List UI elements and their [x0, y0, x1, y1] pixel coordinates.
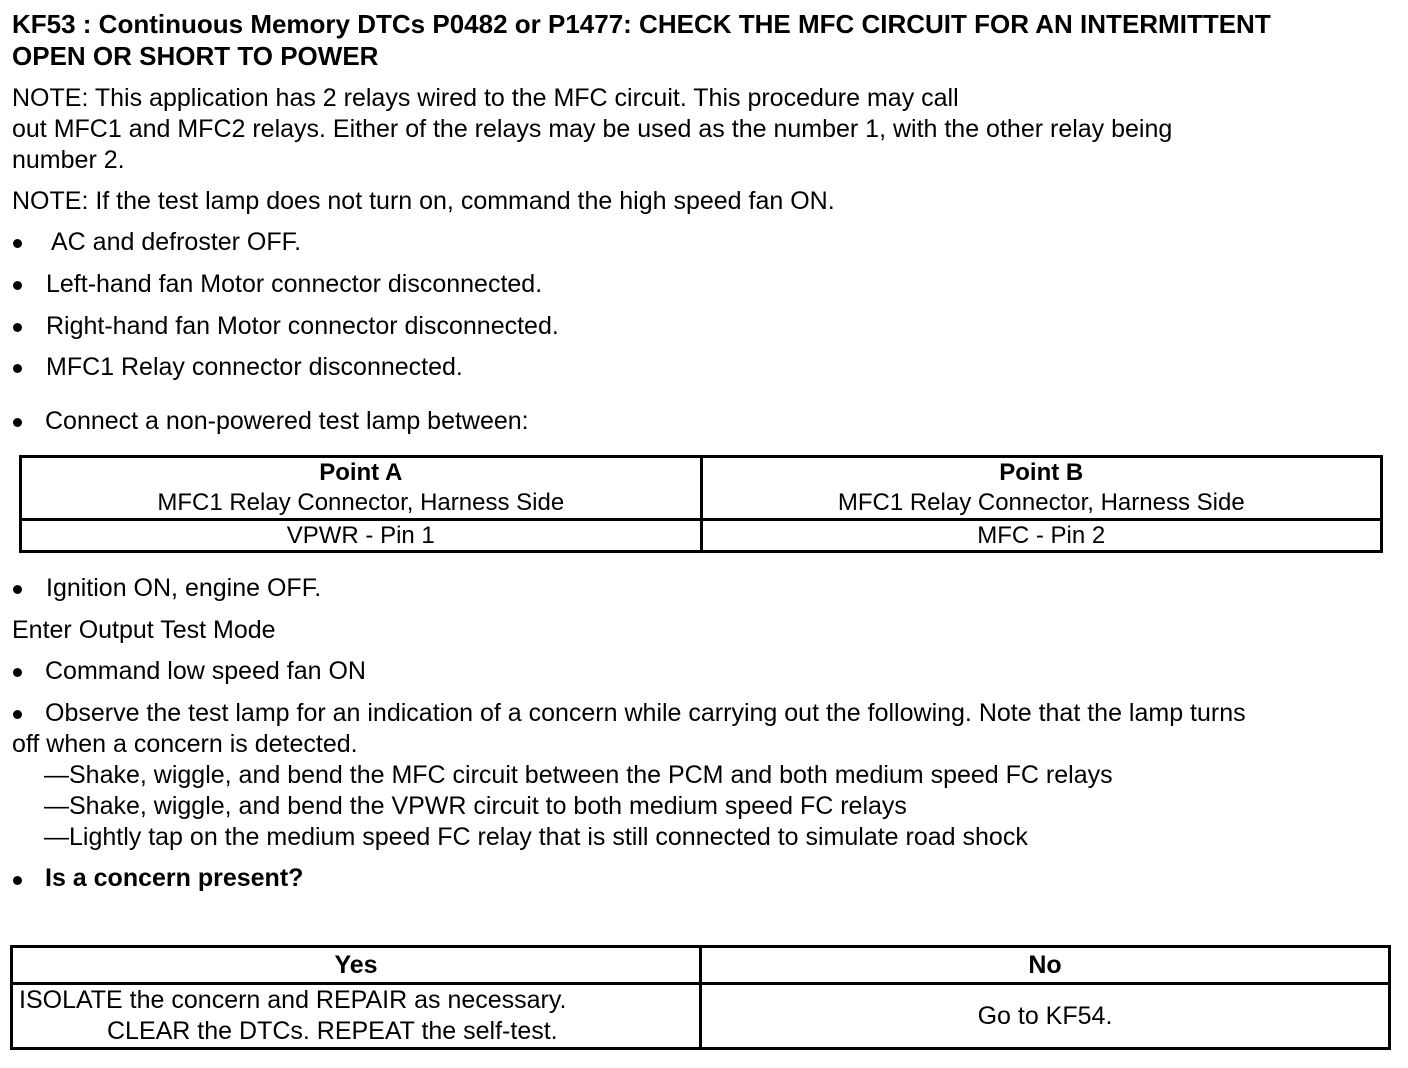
point-b-title: Point B [999, 459, 1084, 486]
observe-line-2: off when a concern is detected. [12, 730, 358, 758]
output-test-mode: Enter Output Test Mode [12, 616, 276, 644]
bullet-icon [13, 668, 22, 677]
yes-action-line-2: CLEAR the DTCs. REPEAT the self-test. [107, 1017, 558, 1045]
bullet-icon [13, 418, 22, 427]
sub-step-shake-vpwr: —Shake, wiggle, and bend the VPWR circuit to both medium speed FC relays [44, 792, 907, 820]
bullet-icon [13, 876, 22, 885]
yes-action-line-1: ISOLATE the concern and REPAIR as necessary. [19, 986, 567, 1014]
bullet-connect-lamp: Connect a non-powered test lamp between: [45, 407, 529, 435]
table-header-row [21, 457, 1382, 520]
note-1-line-3: number 2. [12, 146, 125, 174]
bullet-mfc1-relay: MFC1 Relay connector disconnected. [46, 353, 463, 381]
table-row [12, 984, 1390, 1049]
yes-action [12, 984, 701, 1049]
title-line-2: OPEN OR SHORT TO POWER [12, 41, 379, 71]
point-a-subtitle: MFC1 Relay Connector, Harness Side [157, 489, 565, 516]
bullet-icon [13, 710, 22, 719]
bullet-icon [13, 281, 22, 290]
point-b-pin: MFC - Pin 2 [701, 520, 1382, 552]
bullet-icon [13, 585, 22, 594]
concern-question: Is a concern present? [45, 864, 304, 892]
sub-step-tap-relay: —Lightly tap on the medium speed FC relay that is still connected to simulate road shock [44, 823, 1028, 851]
observe-line-1: Observe the test lamp for an indication of a concern while carrying out the following. Note that the lamp turns [45, 699, 1246, 727]
bullet-ac-defroster: AC and defroster OFF. [51, 228, 302, 256]
note-2: NOTE: If the test lamp does not turn on, command the high speed fan ON. [12, 187, 835, 215]
sub-step-shake-mfc: —Shake, wiggle, and bend the MFC circuit between the PCM and both medium speed FC relays [44, 761, 1113, 789]
note-1 [12, 83, 1172, 176]
point-b-header [701, 457, 1382, 520]
point-a-pin: VPWR - Pin 1 [21, 520, 702, 552]
bullet-icon [13, 364, 22, 373]
note-1-line-1: NOTE: This application has 2 relays wired to the MFC circuit. This procedure may call [12, 84, 959, 112]
point-b-subtitle: MFC1 Relay Connector, Harness Side [837, 489, 1245, 516]
note-1-line-2: out MFC1 and MFC2 relays. Either of the relays may be used as the number 1, with the other relay being [12, 115, 1173, 143]
point-a-header [21, 457, 702, 520]
result-table [10, 945, 1391, 1050]
title-line-1: KF53 : Continuous Memory DTCs P0482 or P1477: CHECK THE MFC CIRCUIT FOR AN INTERMITTENT [12, 9, 1271, 39]
yes-header: Yes [12, 947, 701, 984]
procedure-title [12, 8, 1271, 72]
bullet-icon [13, 323, 22, 332]
no-action: Go to KF54. [701, 984, 1390, 1049]
bullet-ignition: Ignition ON, engine OFF. [46, 574, 322, 602]
bullet-icon [13, 239, 22, 248]
test-lamp-table [19, 455, 1383, 553]
bullet-right-fan-motor: Right-hand fan Motor connector disconnected. [46, 312, 559, 340]
table-header-row [12, 947, 1390, 984]
bullet-command-fan: Command low speed fan ON [45, 657, 366, 685]
table-row [21, 520, 1382, 552]
bullet-left-fan-motor: Left-hand fan Motor connector disconnected. [46, 270, 543, 298]
point-a-title: Point A [319, 459, 403, 486]
no-header: No [701, 947, 1390, 984]
